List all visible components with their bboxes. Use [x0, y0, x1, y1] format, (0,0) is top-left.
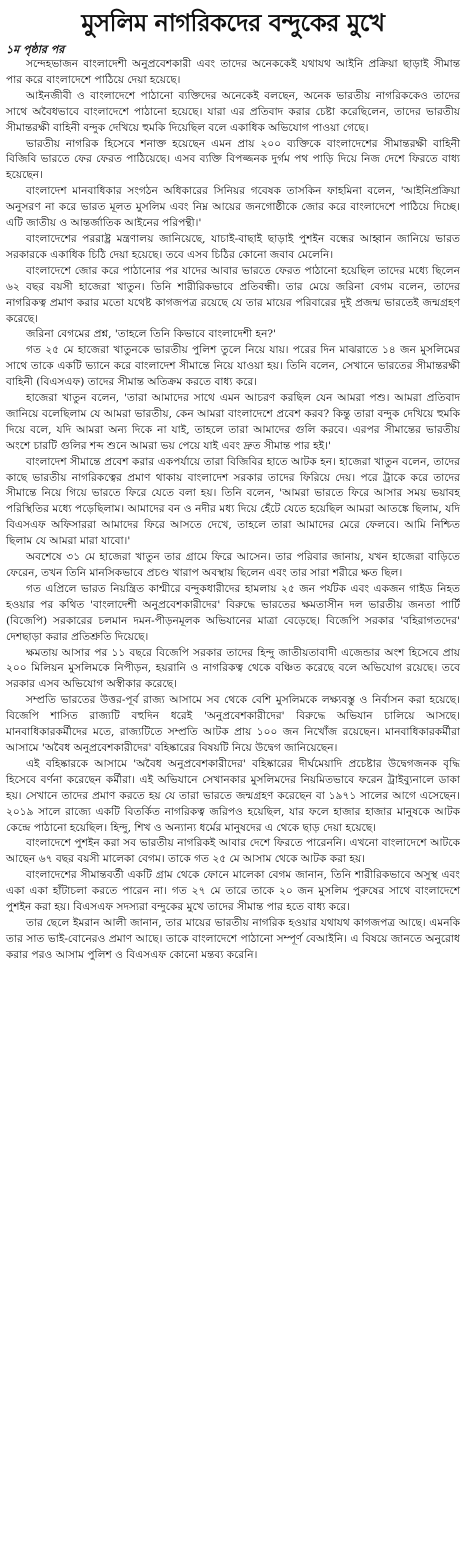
- article-paragraph: বাংলাদেশ সীমান্তে প্রবেশ করার একপর্যায়ে তারা বিজিবির হাতে আটক হন। হাজেরা খাতুন বলেন, তাদের কাছে ভারতীয় নাগরিকত্বের প্রমাণ থাকায় বাংলাদেশ সরকার তাদের ফিরিয়ে দেয়। পরে ট্রাকে করে তাদের সীমান্তে নিয়ে গিয়ে ভারতে ফিরে যেতে বলা হয়। তিনি বলেন, 'আমরা ভারতে ফিরে আসার সময় ভয়াবহ পরিস্থিতির মধ্যে পড়েছিলাম। আমাদের বন ও নদীর মধ্য দিয়ে হেঁটে যেতে হয়েছিল আমরা আতঙ্কে ছিলাম, যদি বিএসএফ অফিসাররা আমাদের ফিরে আসতে দেখে, তাহলে তারা আমাদের মেরে ফেলবে। আমি নিশ্চিত ছিলাম যে আমরা মারা যাবো।': [6, 455, 460, 548]
- article-paragraph: বাংলাদেশের পররাষ্ট্র মন্ত্রণালয় জানিয়েছে, যাচাই-বাছাই ছাড়াই পুশইন বন্ধের আহ্বান জানিয়ে ভারত সরকারকে একাধিক চিঠি দেয়া হয়েছে। তবে এসব চিঠির কোনো জবাব মেলেনি।: [6, 232, 460, 261]
- article-headline: মুসলিম নাগরিকদের বন্দুকের মুখে: [81, 9, 385, 37]
- article-paragraph: বাংলাদেশে জোর করে পাঠানোর পর যাদের আবার ভারতে ফেরত পাঠানো হয়েছিল তাদের মধ্যে ছিলেন ৬২ বছর বয়সী হাজেরা খাতুন। তিনি শারীরিকভাবে প্রতিবন্ধী। তার মেয়ে জরিনা বেগম বলেন, তাদের নাগরিকত্ব প্রমাণ করার মতো যথেষ্ট কাগজপত্র রয়েছে যে তার মায়ের পরিবারের দুই প্রজন্ম ভারতেই জন্মগ্রহণ করেছে।: [6, 264, 460, 325]
- article-paragraph: সম্প্রতি ভারতের উত্তর-পূর্ব রাজ্য আসামে সব থেকে বেশি মুসলিমকে লক্ষ্যবস্তু ও নির্বাসন করা হয়েছে। বিজেপি শাসিত রাজ্যটি বহুদিন ধরেই 'অনুপ্রবেশকারীদের' বিরুদ্ধে অভিযান চালিয়ে আসছে। মানবাধিকারকর্মীদের মতে, রাজ্যটিতে সম্প্রতি আটক প্রায় ১০০ জন নিখোঁজ রয়েছেন। মানবাধিকারকর্মীরা আসামে 'অবৈধ অনুপ্রবেশকারীদের' বহিষ্কারের বিষয়টি নিয়ে উদ্বেগ জানিয়েছেন।: [6, 694, 460, 754]
- article-paragraph: বাংলাদেশে পুশইন করা সব ভারতীয় নাগরিকই আবার দেশে ফিরতে পারেননি। এখনো বাংলাদেশে আটকে আছেন ৬৭ বছর বয়সী মালেকা বেগম। তাকে গত ২৫ মে আসাম থেকে আটক করা হয়।: [6, 837, 460, 866]
- article-paragraph: অবশেষে ৩১ মে হাজেরা খাতুন তার গ্রামে ফিরে আসেন। তার পরিবার জানায়, যখন হাজেরা বাড়িতে ফেরেন, তখন তিনি মানসিকভাবে প্রচণ্ড খারাপ অবস্থায় ছিলেন এবং তার সারা শরীরে ক্ষত ছিল।: [6, 551, 460, 579]
- article-paragraph: জরিনা বেগমের প্রশ্ন, 'তাহলে তিনি কিভাবে বাংলাদেশী হন?': [26, 328, 276, 341]
- article-paragraph: গত ২৫ মে হাজেরা খাতুনকে ভারতীয় পুলিশ তুলে নিয়ে যায়। পরের দিন মাঝরাতে ১৪ জন মুসলিমের সাথে তাকে একটি ভ্যানে করে বাংলাদেশ সীমান্তে নিয়ে যাওয়া হয়। তিনি বলেন, সেখানে ভারতের সীমান্তরক্ষী বাহিনী (বিএসএফ) তাদের সীমান্ত অতিক্রম করতে বাধ্য করে।: [6, 344, 460, 389]
- article-paragraph: এই বহিষ্কারকে আসামে 'অবৈধ অনুপ্রবেশকারীদের' বহিষ্কারের দীর্ঘমেয়াদি প্রচেষ্টার উদ্বেগজনক বৃদ্ধি হিসেবে বর্ণনা করেছেন কর্মীরা। এই অভিযানে সেখানকার মুসলিমদের নিয়মিতভাবে ফরেন ট্রাইব্যুনালে ডাকা হয়। সেখানে তাদের প্রমাণ করতে হয় যে তারা ভারতে জন্মগ্রহণ করেছেন বা ১৯৭১ সালের আগে এসেছেন। ২০১৯ সালে রাজ্যে একটি বিতর্কিত নাগরিকত্ব জরিপও হয়েছিল, যার ফলে হাজার হাজার মানুষকে আটক কেন্দ্রে পাঠানো হয়েছিল। হিন্দু, শিখ ও অন্যান্য ধর্মের মানুষদের এ থেকে ছাড় দেয়া হয়েছে।: [6, 757, 460, 834]
- article-paragraph: বাংলাদেশের সীমান্তবর্তী একটি গ্রাম থেকে ফোনে মালেকা বেগম জানান, তিনি শারীরিকভাবে অসুস্থ এবং একা একা হাঁটাচলা করতে পারেন না। গত ২৭ মে তারে তাকে ২০ জন মুসলিম পুরুষের সাথে বাংলাদেশে পুশইন করা হয়। বিএসএফ সদস্যরা বন্দুকের মুখে তাদের সীমান্ত পার হতে বাধ্য করে।: [6, 869, 460, 914]
- article-body: [0, 57, 466, 964]
- article-paragraph: আইনজীবী ও বাংলাদেশে পাঠানো ব্যক্তিদের অনেকেই বলছেন, অনেক ভারতীয় নাগরিককেও তাদের সাথে অবৈধভাবে বাংলাদেশে পাঠানো হয়েছে। যারা এর প্রতিবাদ করার চেষ্টা করেছিলেন, তাদের ভারতীয় সীমান্তরক্ষী বাহিনী বন্দুক দেখিয়ে হুমকি দিয়েছিল বলে একাধিক অভিযোগ পাওয়া গেছে।: [6, 89, 460, 134]
- continued-from-page-label: ১ম পৃষ্ঠার পর: [6, 43, 65, 56]
- article-paragraph: বাংলাদেশ মানবাধিকার সংগঠন অধিকারের সিনিয়র গবেষক তাসকিন ফাহমিনা বলেন, 'আইনিপ্রক্রিয়া অনুসরণ না করে ভারত মূলত মুসলিম এবং নিম্ন আয়ের জনগোষ্ঠীকে জোর করে বাংলাদেশে পাঠিয়ে দিচ্ছে। এটি জাতীয় ও আন্তর্জাতিক আইনের পরিপন্থী।': [6, 185, 460, 230]
- article-paragraph: ভারতীয় নাগরিক হিসেবে শনাক্ত হয়েছেন এমন প্রায় ২০০ ব্যক্তিকে বাংলাদেশের সীমান্তরক্ষী বাহিনী বিজিবি ভারতে ফের ফেরত পাঠিয়েছে। এসব ব্যক্তি বিপজ্জনক দুর্গম পথ পাড়ি দিয়ে নিজ দেশে ফিরতে বাধ্য হয়েছেন।: [6, 137, 460, 182]
- article-paragraph: সন্দেহভাজন বাংলাদেশী অনুপ্রবেশকারী এবং তাদের অনেককেই যথাযথ আইনি প্রক্রিয়া ছাড়াই সীমান্ত পার করে বাংলাদেশে পাঠিয়ে দেয়া হয়েছে।: [6, 58, 460, 86]
- article-paragraph: হাজেরা খাতুন বলেন, 'তারা আমাদের সাথে এমন আচরণ করছিল যেন আমরা পশু। আমরা প্রতিবাদ জানিয়ে বলেছিলাম যে আমরা ভারতীয়, কেন আমরা বাংলাদেশে প্রবেশ করব? কিন্তু তারা বন্দুক দেখিয়ে হুমকি দিয়ে বলে, যদি আমরা অন্য দিকে না যাই, তাহলে তারা আমাদের গুলি করবে। এরপর সীমান্তের ভারতীয় অংশে চারটি গুলির শব্দ শুনে আমরা ভয় পেয়ে যাই এবং দ্রুত সীমান্ত পার হই।': [6, 392, 460, 452]
- article-paragraph: তার ছেলে ইমরান আলী জানান, তার মায়ের ভারতীয় নাগরিক হওয়ার যথাযথ কাগজপত্র আছে। এমনকি তার সাত ভাই-বোনেরও প্রমাণ আছে। তাকে বাংলাদেশে পাঠানো সম্পূর্ণ বেআইনি। এ বিষয়ে জানতে অনুরোধ করার পরও আসাম পুলিশ ও বিএসএফ কোনো মন্তব্য করেনি।: [6, 916, 460, 961]
- article-paragraph: ক্ষমতায় আসার পর ১১ বছরে বিজেপি সরকার তাদের হিন্দু জাতীয়তাবাদী এজেন্ডার অংশ হিসেবে প্রায় ২০০ মিলিয়ন মুসলিমকে নিপীড়ন, হয়রানি ও নাগরিকত্ব থেকে বঞ্চিত করেছে বলে অভিযোগ রয়েছে। তবে সরকার এসব অভিযোগ অস্বীকার করেছে।: [6, 646, 460, 691]
- article-paragraph: গত এপ্রিলে ভারত নিয়ন্ত্রিত কাশ্মীরে বন্দুকধারীদের হামলায় ২৫ জন পর্যটক এবং একজন গাইড নিহত হওয়ার পর কথিত 'বাংলাদেশী অনুপ্রবেশকারীদের' বিরুদ্ধে ভারতের ক্ষমতাসীন দল ভারতীয় জনতা পার্টি (বিজেপি) সরকারের চলমান দমন-পীড়নমূলক অভিযানের মাত্রা বেড়েছে। বিজেপি সরকার 'বহিরাগতদের' দেশছাড়া করার প্রতিশ্রুতি দিয়েছে।: [6, 582, 460, 643]
